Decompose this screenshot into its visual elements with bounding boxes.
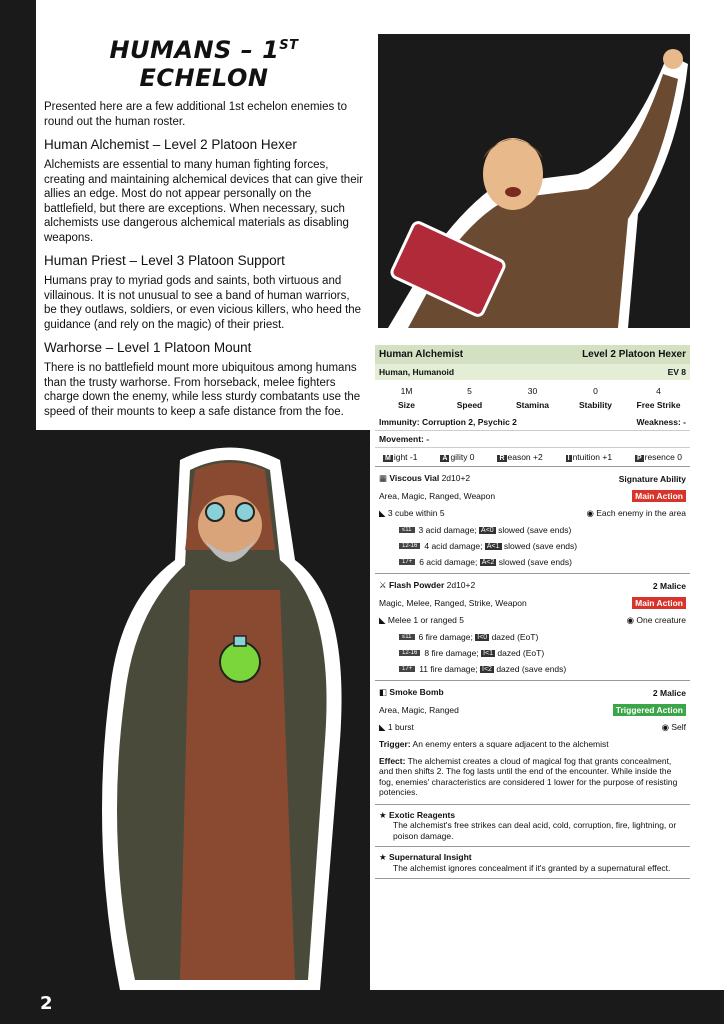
main-action-badge: Main Action [632,597,686,609]
ability-smoke-bomb: ◧ Smoke Bomb 2 Malice Area, Magic, Ranged Triggered Action ◣ 1 burst ◉ Self Trigger: An enemy enters a square adjacent to the alchemist Effect: The alchemist creates a cloud of magical fog that grants concealment, and then shifts 2. The fog lasts until the end of the encounter. While inside the fog, enemies' characteristics are considered 1 lower for the purpose of resisting potencies. [375,681,690,805]
distance-icon: ◣ [379,615,388,625]
creature-keywords: Human, Humanoid [379,367,455,377]
creature-name: Human Alchemist [379,349,464,360]
stat-stamina-value: 30 [527,386,538,396]
triggered-action-badge: Triggered Action [613,704,686,716]
section-heading-warhorse: Warhorse – Level 1 Platoon Mount [44,340,252,355]
trait-supernatural-insight: ★ Supernatural Insight The alchemist ignores concealment if it's granted by a supernatural effect. [375,847,690,879]
char-presence: P resence 0 [636,452,682,462]
ability-cost: 2 Malice [652,687,686,698]
ability-cost: Signature Ability [618,473,686,484]
crossed-swords-icon: ⚔ [379,580,389,590]
stat-stability-value: 0 [593,386,598,396]
effect-text: Effect: The alchemist creates a cloud of magical fog that grants concealment, and then shifts 2. The fog lasts until the end of the encounter. While inside the fog, enemies' characteristics are considered 1 lower for the purpose of resisting potencies. [379,755,678,797]
stat-speed-label: Speed [456,400,483,410]
stat-size-label: Size [397,400,415,410]
immunity-weakness-row [375,414,690,431]
priest-illustration [378,34,690,328]
section-heading-alchemist: Human Alchemist – Level 2 Platoon Hexer [44,137,297,152]
section-body-warhorse: There is no battlefield mount more ubiquitous among humans than the trusty warhorse. From horseback, melee fighters charge down the enemy, while less sturdy combatants use the speed of their mounts to keep a safe distance from the foe. [44,362,361,418]
page-title: HUMANS – 1ST ECHELON [109,36,299,92]
main-action-badge: Main Action [632,490,686,502]
section-body-alchemist: Alchemists are essential to many human fighting forces, creating and maintaining alchemical devices that can give their allies an edge. Most do not appear personally on the battlefield, but there are exceptions. When necessary, such alchemists use dangerous alchemical materials as disabling weapons. [44,159,363,244]
stat-size-value: 1M [400,386,413,396]
immunity: Immunity: Corruption 2, Psychic 2 [379,417,517,427]
section-body-priest: Humans pray to myriad gods and saints, both virtuous and villainous. It is not unusual to see a band of human warriors, be they outlaws, soldiers, or even vicious killers, who heed the guidance (and rely on the magic) of their priest. [44,275,362,331]
star-icon: ★ [379,809,389,820]
movement-row [375,431,690,448]
target-icon: ◉ [661,722,672,732]
char-agility: A gility 0 [442,452,475,462]
distance-icon: ◣ [379,508,388,518]
statblock-header [375,345,690,364]
creature-role: Level 2 Platoon Hexer [582,349,686,360]
intro-paragraph: Presented here are a few additional 1st echelon enemies to round out the human roster. [44,101,348,128]
page-number: 2 [40,993,53,1014]
signature-icon: ▦ [379,473,390,483]
core-stats [375,384,690,414]
triggered-icon: ◧ [379,687,390,697]
stat-stability-label: Stability [578,400,613,410]
char-reason: R eason +2 [499,452,543,462]
creature-ev: EV 8 [667,367,686,377]
footer-strip [0,990,724,1024]
ability-cost: 2 Malice [652,580,686,591]
intro-column [44,36,364,427]
distance-icon: ◣ [379,722,388,732]
ability-viscous-vial: ▦ Viscous Vial 2d10+2 Signature Ability Area, Magic, Ranged, Weapon Main Action ◣ 3 cube within 5 ◉ Each enemy in the area ≤11 3 acid damage; A<0 slowed (save ends) 12-16 4 acid damage; A<1 slowed (save ends) 17+ 6 acid damage; A<2 slowed (save ends) [375,467,690,574]
char-intuition: I ntuition +1 [567,452,613,462]
movement: Movement: - [379,434,430,444]
statblock-human-alchemist [375,345,690,879]
characteristics-row [375,448,690,467]
star-icon: ★ [379,852,389,862]
ability-flash-powder: ⚔ Flash Powder 2d10+2 2 Malice Magic, Melee, Ranged, Strike, Weapon Main Action ◣ Melee 1 or ranged 5 ◉ One creature ≤11 6 fire damage; I<0 dazed (EoT) 12-16 8 fire damage; I<1 dazed (EoT) 17+ 11 fire damage; I<2 dazed (save ends) [375,574,690,681]
section-heading-priest: Human Priest – Level 3 Platoon Support [44,253,285,268]
trait-exotic-reagents: ★ Exotic Reagents The alchemist's free strikes can deal acid, cold, corruption, fire, lightning, or poison damage. [375,805,690,848]
trigger-text: Trigger: An enemy enters a square adjacent to the alchemist [379,739,609,749]
stat-free-strike-value: 4 [656,386,661,396]
alchemist-illustration [80,440,370,990]
char-might: M ight -1 [385,452,418,462]
statblock-subheader [375,364,690,380]
stat-free-strike-label: Free Strike [636,400,681,410]
stat-stamina-label: Stamina [515,400,550,410]
target-icon: ◉ [626,615,637,625]
target-icon: ◉ [586,508,597,518]
weakness: Weakness: - [636,417,686,427]
stat-speed-value: 5 [467,386,472,396]
